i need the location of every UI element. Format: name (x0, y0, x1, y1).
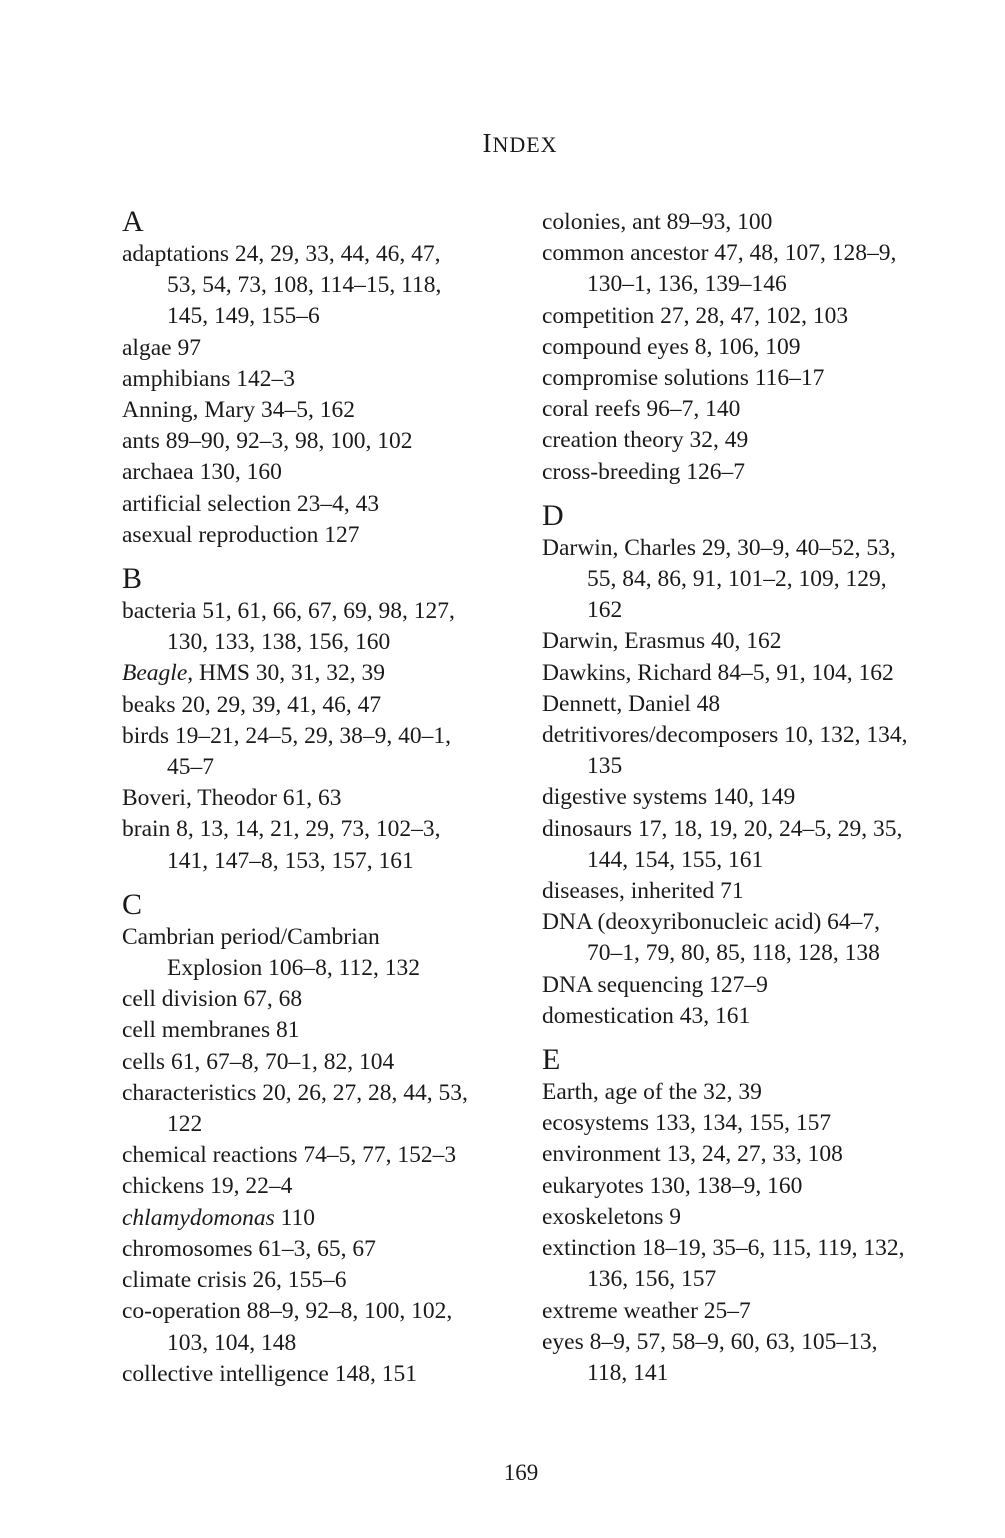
index-entry-continuation: 53, 54, 73, 108, 114–15, 118, (167, 272, 442, 299)
index-entry (122, 1203, 542, 1234)
index-entry-line: common ancestor 47, 48, 107, 128–9, (542, 240, 897, 267)
index-entry-line: environment 13, 24, 27, 33, 108 (542, 1141, 843, 1168)
index-entry-line: dinosaurs 17, 18, 19, 20, 24–5, 29, 35, (542, 815, 903, 842)
index-entry-line: extreme weather 25–7 (542, 1297, 751, 1324)
index-entry-line: cell division 67, 68 (122, 986, 303, 1013)
index-entry-line: birds 19–21, 24–5, 29, 38–9, 40–1, (122, 722, 451, 749)
index-entry (542, 1108, 962, 1139)
index-entry (122, 1359, 542, 1390)
index-entry (542, 207, 962, 238)
index-entry-line: chemical reactions 74–5, 77, 152–3 (122, 1142, 457, 1169)
index-letter-heading: B (122, 562, 143, 596)
index-entry (542, 301, 962, 332)
index-entry (122, 364, 542, 395)
index-entry (542, 970, 962, 1001)
index-column-right (542, 207, 962, 1389)
index-entry-line: bacteria 51, 61, 66, 67, 69, 98, 127, (122, 598, 455, 625)
index-entry-line: Cambrian period/Cambrian (122, 923, 380, 950)
index-entry-line: Darwin, Charles 29, 30–9, 40–52, 53, (542, 534, 896, 561)
index-entry-continuation: 70–1, 79, 80, 85, 118, 128, 138 (587, 940, 880, 967)
index-entry (122, 596, 542, 658)
index-entry (122, 1140, 542, 1171)
index-entry (122, 1296, 542, 1358)
index-entry-pages: , HMS 30, 31, 32, 39 (187, 660, 386, 687)
index-entry (122, 395, 542, 426)
index-entry-continuation: 144, 154, 155, 161 (587, 846, 764, 873)
index-entry (542, 457, 962, 488)
index-entry (542, 332, 962, 363)
index-entry (542, 626, 962, 657)
page-number: 169 (503, 1460, 539, 1485)
index-letter-heading: E (542, 1043, 561, 1077)
page-title: INDEX (482, 128, 558, 158)
index-column-left (122, 205, 542, 1390)
index-entry (122, 658, 542, 689)
index-entry (542, 1001, 962, 1032)
index-entry-continuation: 118, 141 (587, 1359, 669, 1386)
index-letter-heading: C (122, 887, 143, 921)
index-entry-line: ants 89–90, 92–3, 98, 100, 102 (122, 428, 413, 455)
index-entry (122, 1078, 542, 1140)
index-entry (122, 333, 542, 364)
index-entry-continuation: 136, 156, 157 (587, 1266, 717, 1293)
index-entry (542, 238, 962, 300)
index-entry-line: ecosystems 133, 134, 155, 157 (542, 1110, 832, 1137)
index-entry-line: adaptations 24, 29, 33, 44, 46, 47, (122, 241, 441, 267)
index-entry-continuation: 55, 84, 86, 91, 101–2, 109, 129, (587, 566, 887, 593)
index-entry (542, 394, 962, 425)
index-entry (542, 363, 962, 394)
index-entry-line: extinction 18–19, 35–6, 115, 119, 132, (542, 1235, 905, 1262)
index-entry (542, 876, 962, 907)
index-entry (122, 1234, 542, 1265)
index-entry-italic-term: Beagle (122, 660, 188, 687)
index-entry-line: eukaryotes 130, 138–9, 160 (542, 1172, 803, 1199)
index-entry (542, 1296, 962, 1327)
index-entry-continuation: 103, 104, 148 (167, 1329, 297, 1356)
index-entry (542, 782, 962, 813)
index-entry-line: chickens 19, 22–4 (122, 1173, 293, 1200)
index-entry (542, 689, 962, 720)
index-entry-line: compromise solutions 116–17 (542, 365, 825, 392)
index-entry (122, 457, 542, 488)
index-entry-line: climate crisis 26, 155–6 (122, 1267, 347, 1294)
index-entry-line: competition 27, 28, 47, 102, 103 (542, 302, 849, 329)
index-entry (542, 425, 962, 456)
index-entry (122, 1015, 542, 1046)
index-entry-line (122, 1203, 542, 1234)
index-entry-line: Dawkins, Richard 84–5, 91, 104, 162 (542, 659, 894, 686)
index-entry-line: chromosomes 61–3, 65, 67 (122, 1235, 376, 1262)
index-entry-italic-term: chlamydomonas (122, 1204, 275, 1231)
index-entry-line: Earth, age of the 32, 39 (542, 1079, 762, 1106)
index-entry (122, 984, 542, 1015)
index-entry (542, 658, 962, 689)
index-entry-line: co-operation 88–9, 92–8, 100, 102, (122, 1298, 453, 1325)
index-entry (542, 1139, 962, 1170)
index-entry-continuation: Explosion 106–8, 112, 132 (167, 955, 421, 982)
index-entry-continuation: 45–7 (167, 754, 214, 781)
index-entry-continuation: 135 (587, 753, 623, 780)
index-entry-line: archaea 130, 160 (122, 459, 282, 486)
index-entry (542, 1327, 962, 1389)
index-entry-line: Dennett, Daniel 48 (542, 690, 721, 717)
index-entry-line: digestive systems 140, 149 (542, 784, 796, 811)
index-entry (122, 1047, 542, 1078)
index-entry-line: Darwin, Erasmus 40, 162 (542, 628, 782, 655)
index-entry-line: diseases, inherited 71 (542, 878, 744, 905)
index-entry-line: DNA sequencing 127–9 (542, 971, 768, 998)
index-entry (122, 489, 542, 520)
index-entry (542, 1077, 962, 1108)
index-entry-line: domestication 43, 161 (542, 1002, 751, 1029)
index-entry (542, 533, 962, 627)
index-entry-line: cross-breeding 126–7 (542, 458, 745, 485)
index-entry (122, 922, 542, 984)
index-letter-heading: D (542, 498, 564, 532)
index-entry-line: brain 8, 13, 14, 21, 29, 73, 102–3, (122, 816, 441, 843)
index-entry-continuation: 141, 147–8, 153, 157, 161 (167, 847, 414, 874)
index-entry-line (122, 658, 542, 689)
index-entry-line: cells 61, 67–8, 70–1, 82, 104 (122, 1048, 395, 1075)
index-entry (122, 1171, 542, 1202)
index-entry-line: algae 97 (122, 334, 201, 361)
index-entry (542, 1202, 962, 1233)
index-entry (542, 907, 962, 969)
index-entry-line: asexual reproduction 127 (122, 521, 360, 548)
index-entry-line: artificial selection 23–4, 43 (122, 490, 380, 517)
index-entry-continuation: 145, 149, 155–6 (167, 303, 320, 330)
index-entry-continuation: 130, 133, 138, 156, 160 (167, 629, 391, 656)
index-entry-line: exoskeletons 9 (542, 1203, 682, 1230)
index-entry-line: creation theory 32, 49 (542, 427, 749, 454)
index-entry (122, 239, 542, 333)
index-entry (542, 1171, 962, 1202)
index-entry (542, 720, 962, 782)
index-entry (122, 783, 542, 814)
index-entry (122, 520, 542, 551)
index-entry-line: collective intelligence 148, 151 (122, 1360, 417, 1387)
index-entry-line: eyes 8–9, 57, 58–9, 60, 63, 105–13, (542, 1328, 878, 1355)
index-entry (122, 814, 542, 876)
index-letter-heading: A (122, 205, 144, 238)
index-entry-line: Anning, Mary 34–5, 162 (122, 397, 356, 424)
index-entry-pages: 110 (274, 1204, 315, 1231)
index-entry (122, 690, 542, 721)
index-entry-line: colonies, ant 89–93, 100 (542, 209, 773, 235)
index-entry-continuation: 122 (167, 1111, 203, 1138)
index-entry (122, 1265, 542, 1296)
index-entry-line: amphibians 142–3 (122, 365, 295, 392)
index-entry-line: coral reefs 96–7, 140 (542, 396, 741, 423)
index-entry (542, 1233, 962, 1295)
index-entry (122, 721, 542, 783)
index-entry-line: compound eyes 8, 106, 109 (542, 333, 801, 360)
index-entry (122, 426, 542, 457)
index-entry-line: characteristics 20, 26, 27, 28, 44, 53, (122, 1079, 468, 1106)
index-entry-continuation: 130–1, 136, 139–146 (587, 271, 787, 298)
index-entry-line: cell membranes 81 (122, 1017, 300, 1044)
index-entry-line: Boveri, Theodor 61, 63 (122, 785, 342, 812)
index-entry-line: DNA (deoxyribonucleic acid) 64–7, (542, 909, 881, 936)
index-entry-continuation: 162 (587, 597, 623, 624)
index-entry (542, 814, 962, 876)
index-entry-line: detritivores/decomposers 10, 132, 134, (542, 722, 908, 749)
index-entry-line: beaks 20, 29, 39, 41, 46, 47 (122, 691, 382, 718)
